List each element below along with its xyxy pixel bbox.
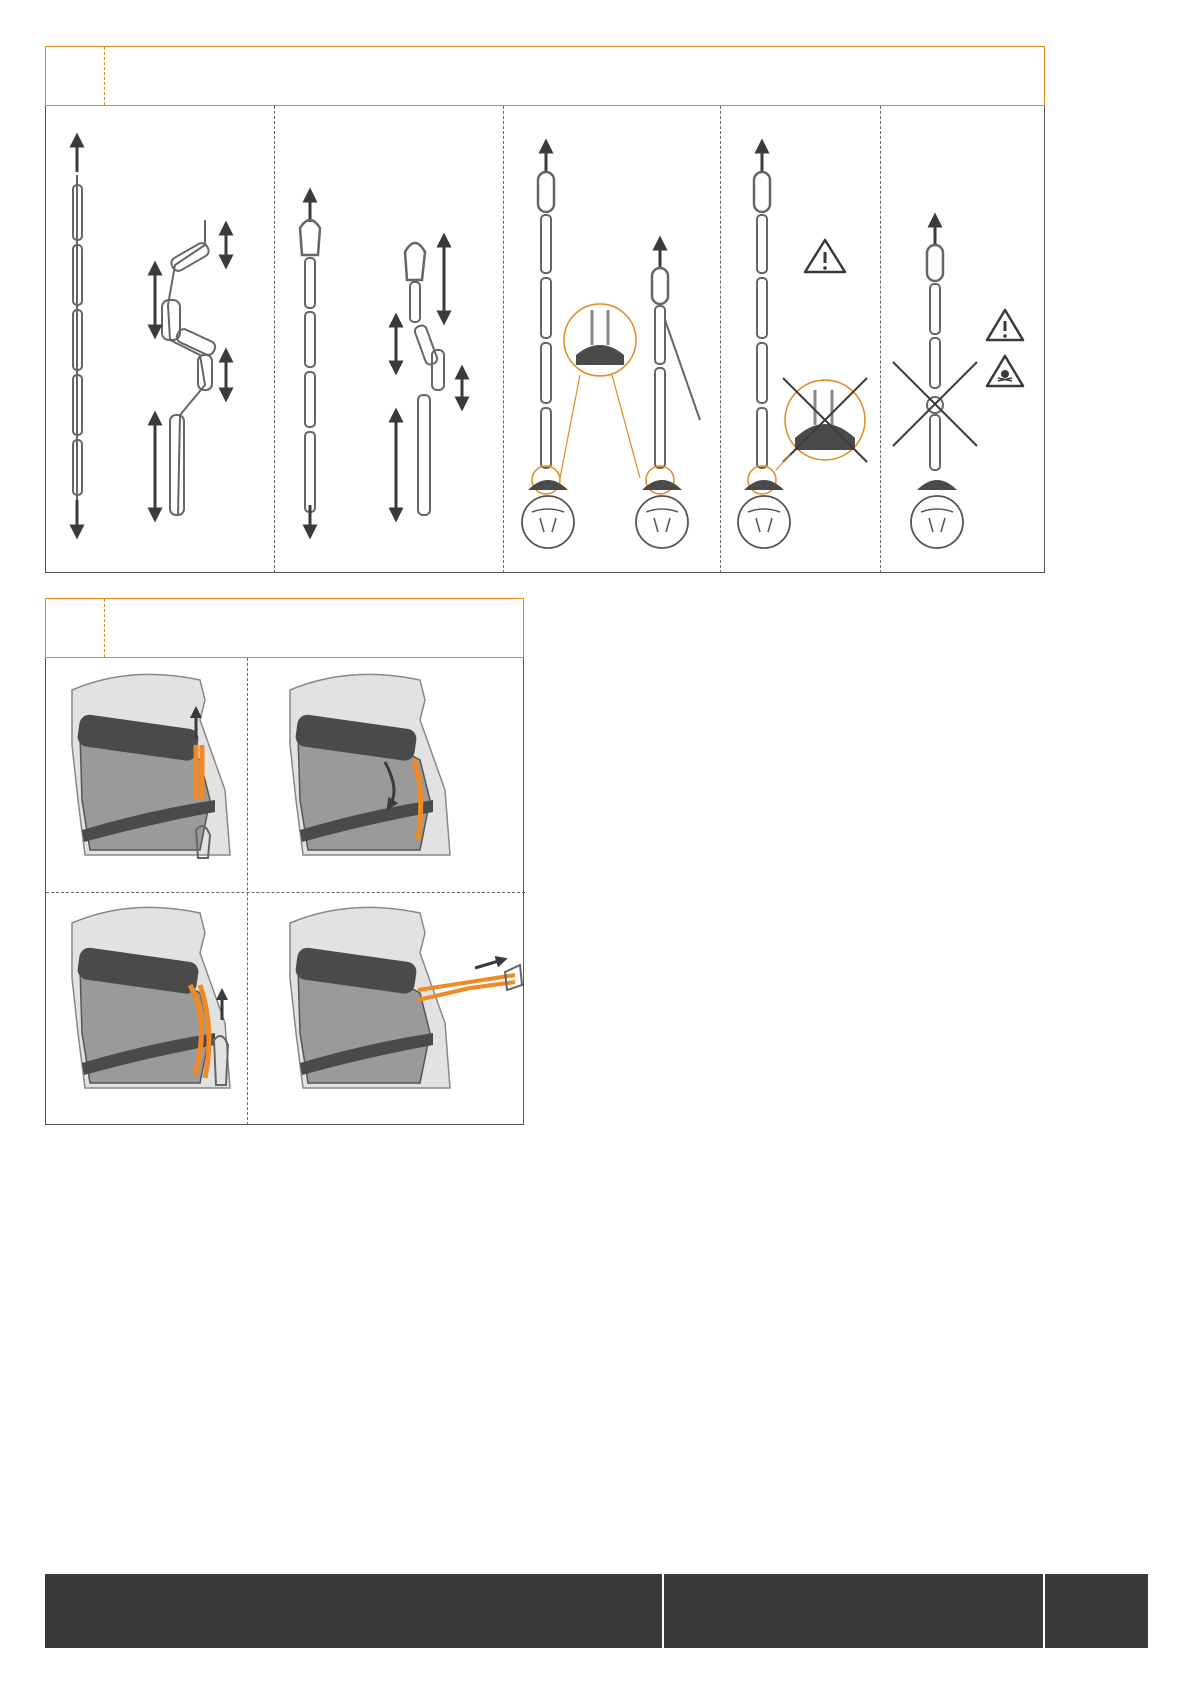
footer-right: [1045, 1574, 1148, 1648]
step-4-illustration: [290, 907, 522, 1088]
step-3-illustration: [72, 907, 230, 1088]
pull-right-arrow: [475, 960, 502, 968]
footer-left: [45, 1574, 662, 1648]
footer-middle: [664, 1574, 1043, 1648]
sling: [418, 975, 515, 1000]
step-1-illustration: [72, 674, 230, 858]
step-2-illustration: [290, 674, 450, 855]
